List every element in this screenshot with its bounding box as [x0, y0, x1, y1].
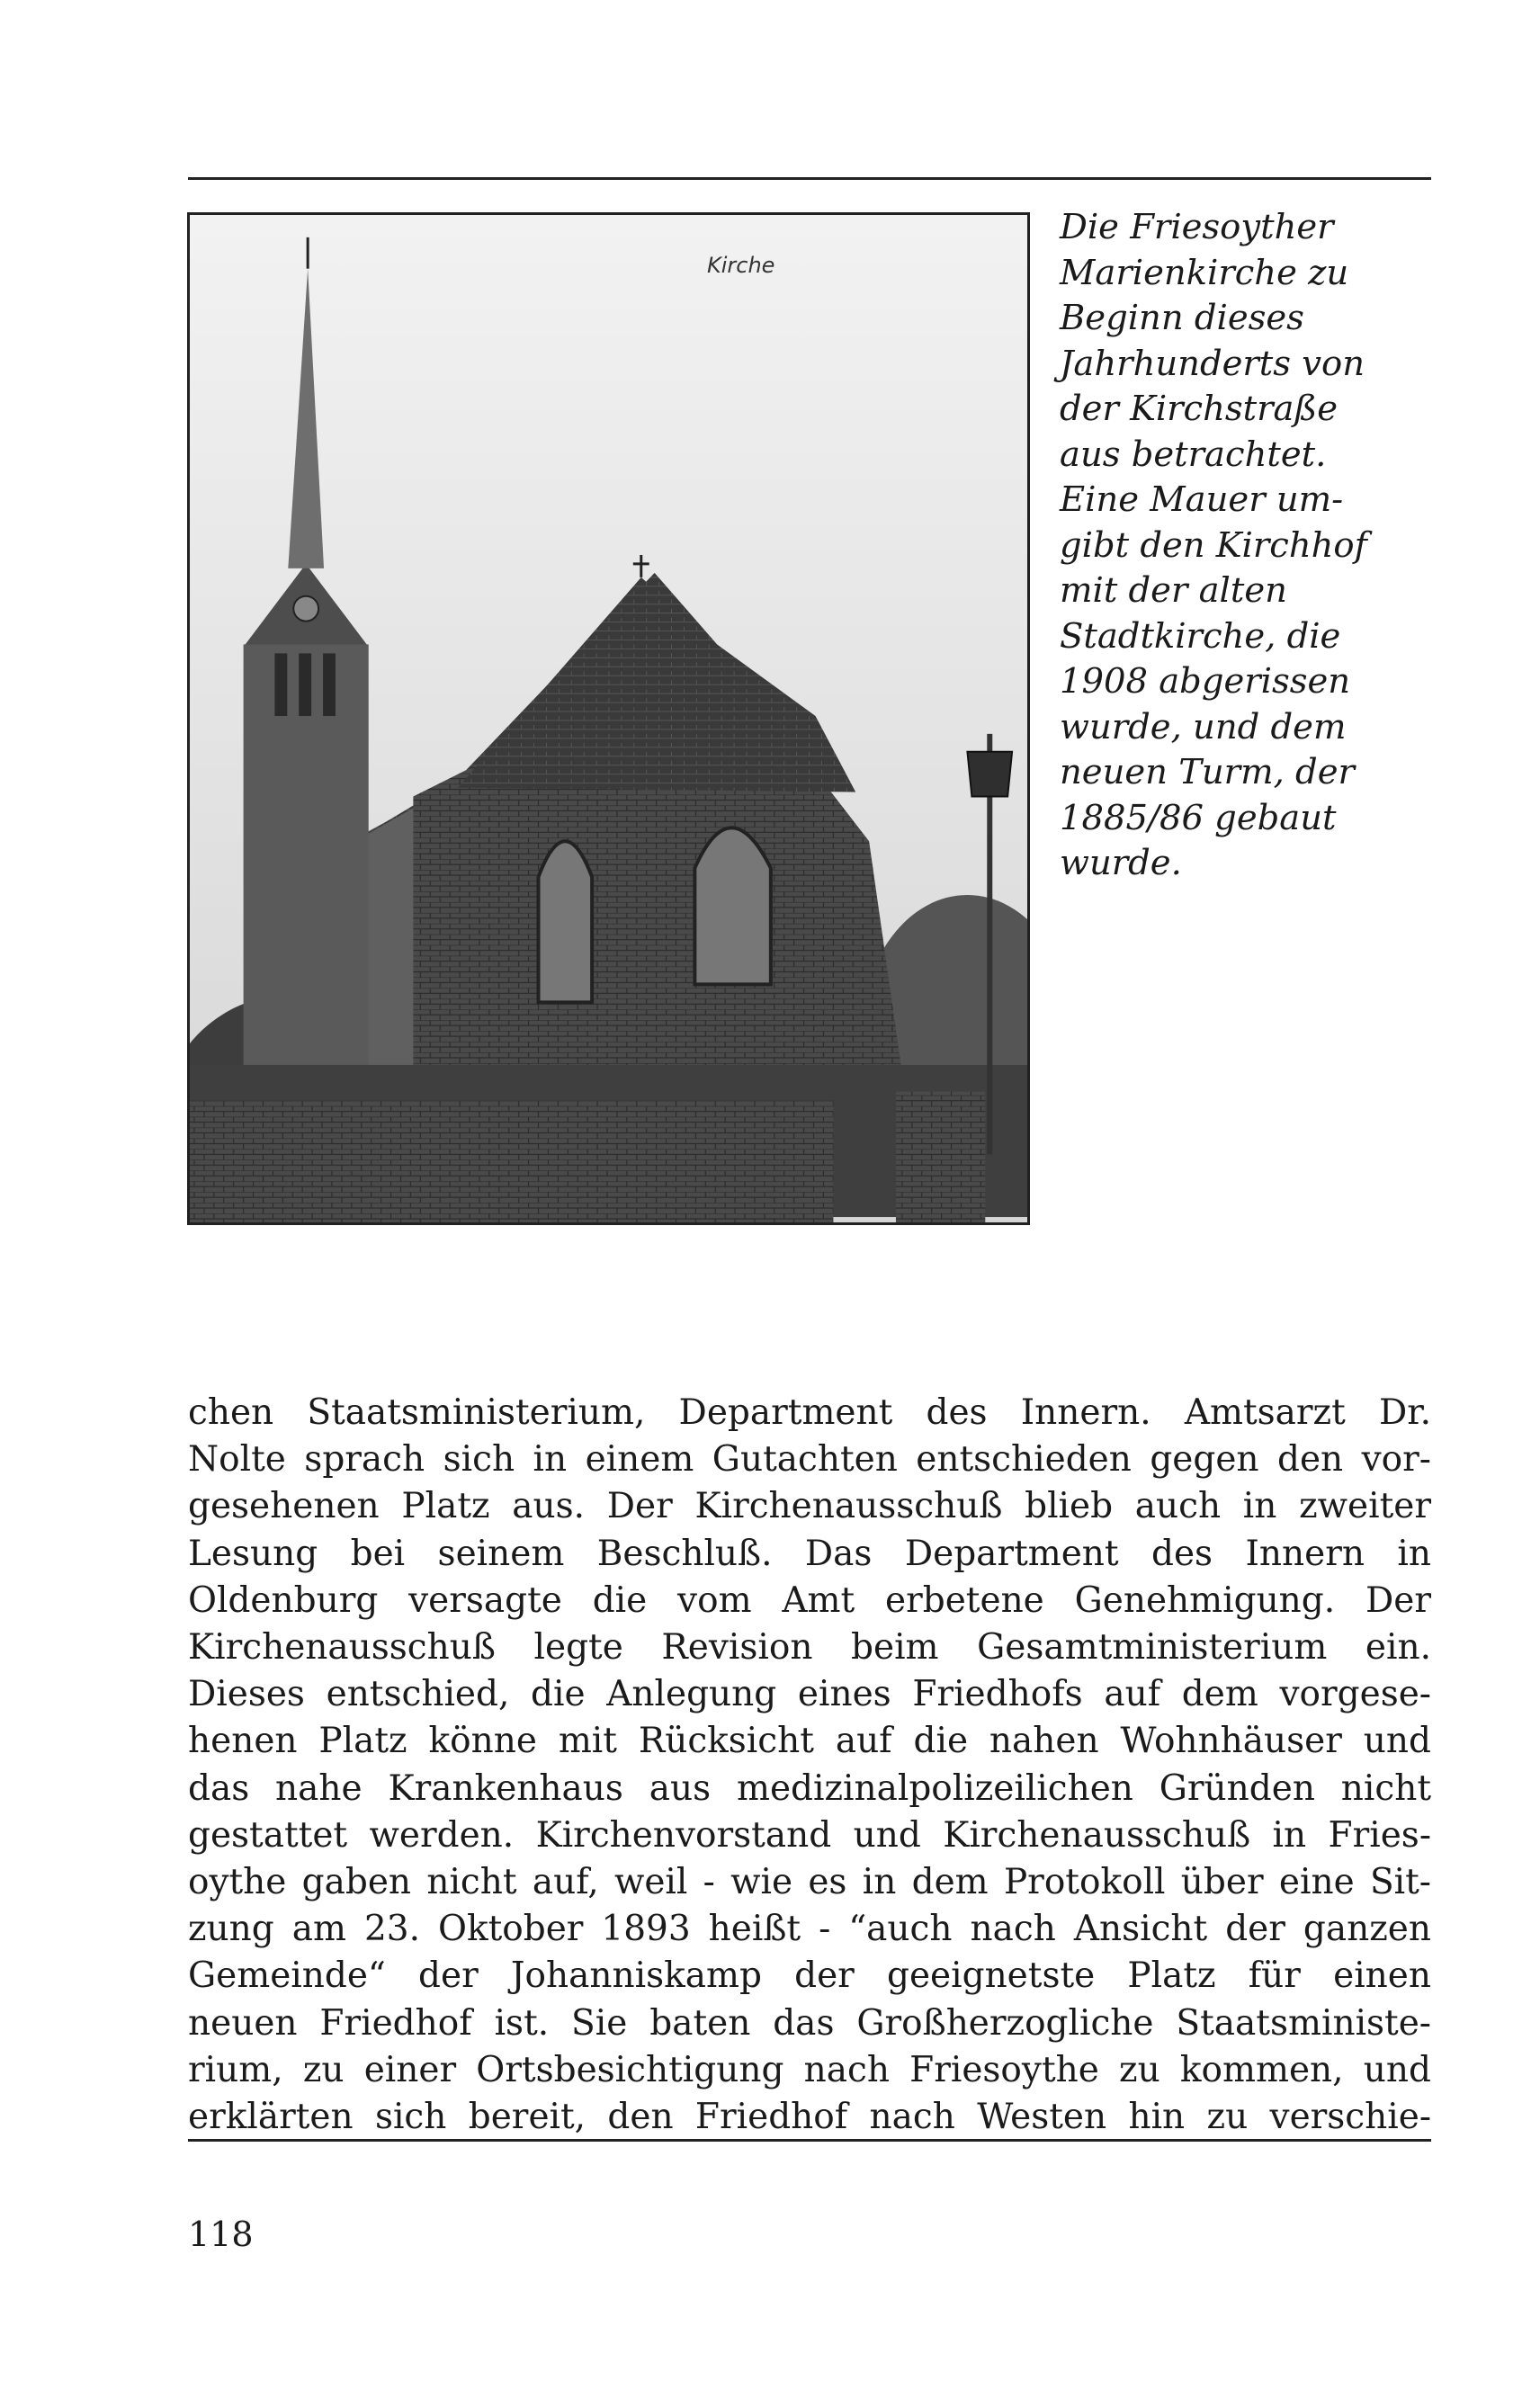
body-line: Oldenburg versagte die vom Amt erbetene Genehmigung. Der [188, 1579, 1431, 1621]
caption-line: 1908 abgerissen [1060, 661, 1351, 702]
caption-line: Marienkirche zu [1060, 252, 1349, 293]
church-illustration [190, 215, 1027, 1222]
photo-caption [1060, 205, 1437, 887]
photo-label: Kirche [707, 253, 775, 278]
caption-line: gibt den Kirchhof [1060, 524, 1367, 566]
body-line: Lesung bei seinem Beschluß. Das Department des Innern in [188, 1533, 1431, 1574]
body-line: Nolte sprach sich in einem Gutachten entschieden gegen den vor- [188, 1439, 1431, 1481]
body-line: erklärten sich bereit, den Friedhof nach Westen hin zu verschie- [188, 2097, 1431, 2138]
body-line: rium, zu einer Ortsbesichtigung nach Friesoythe zu kommen, und [188, 2049, 1431, 2090]
body-line: henen Platz könne mit Rücksicht auf die nahen Wohnhäuser und [188, 1721, 1431, 1762]
caption-line: 1885/86 gebaut [1060, 797, 1337, 838]
body-line: zung am 23. Oktober 1893 heißt - “auch nach Ansicht der ganzen [188, 1909, 1431, 1950]
caption-line: Eine Mauer um- [1060, 479, 1344, 520]
body-line: chen Staatsministerium, Department des Innern. Amtsarzt Dr. [188, 1392, 1431, 1433]
caption-line: neuen Turm, der [1060, 752, 1355, 792]
body-line: Dieses entschied, die Anlegung eines Friedhofs auf dem vorgese- [188, 1674, 1431, 1715]
caption-line: Die Friesoyther [1060, 207, 1334, 247]
body-line: gestattet werden. Kirchenvorstand und Kirchenausschuß in Fries- [188, 1814, 1431, 1856]
caption-line: wurde. [1060, 843, 1182, 883]
top-rule [188, 177, 1431, 180]
gothic-window-left [539, 841, 593, 1002]
caption-line: Stadtkirche, die [1060, 615, 1341, 657]
caption-line: Beginn dieses [1060, 298, 1304, 338]
caption-line: Jahrhunderts von [1060, 343, 1365, 384]
body-line: oythe gaben nicht auf, weil - wie es in dem Protokoll über eine Sit- [188, 1862, 1431, 1903]
body-paragraph [188, 1390, 1431, 2141]
body-line: Kirchenausschuß legte Revision beim Gesamtministerium ein. [188, 1627, 1431, 1669]
gothic-window-right [694, 828, 770, 984]
caption-line: aus betrachtet. [1060, 434, 1327, 475]
caption-line: mit der alten [1060, 570, 1287, 611]
caption-line: der Kirchstraße [1060, 389, 1338, 429]
body-line: Gemeinde“ der Johanniskamp der geeignetste Platz für einen [188, 1955, 1431, 1997]
body-line: gesehenen Platz aus. Der Kirchenausschuß blieb auch in zweiter [188, 1486, 1431, 1527]
body-line: neuen Friedhof ist. Sie baten das Großherzogliche Staatsministe- [188, 2002, 1431, 2044]
caption-line: wurde, und dem [1060, 706, 1347, 747]
churchyard-wall [190, 1101, 833, 1222]
page-number: 118 [188, 2215, 254, 2254]
body-line: das nahe Krankenhaus aus medizinalpolizeilichen Gründen nicht [188, 1767, 1431, 1809]
church-photo [187, 212, 1030, 1225]
street-lamp [967, 752, 1012, 797]
bottom-rule [188, 2139, 1431, 2142]
